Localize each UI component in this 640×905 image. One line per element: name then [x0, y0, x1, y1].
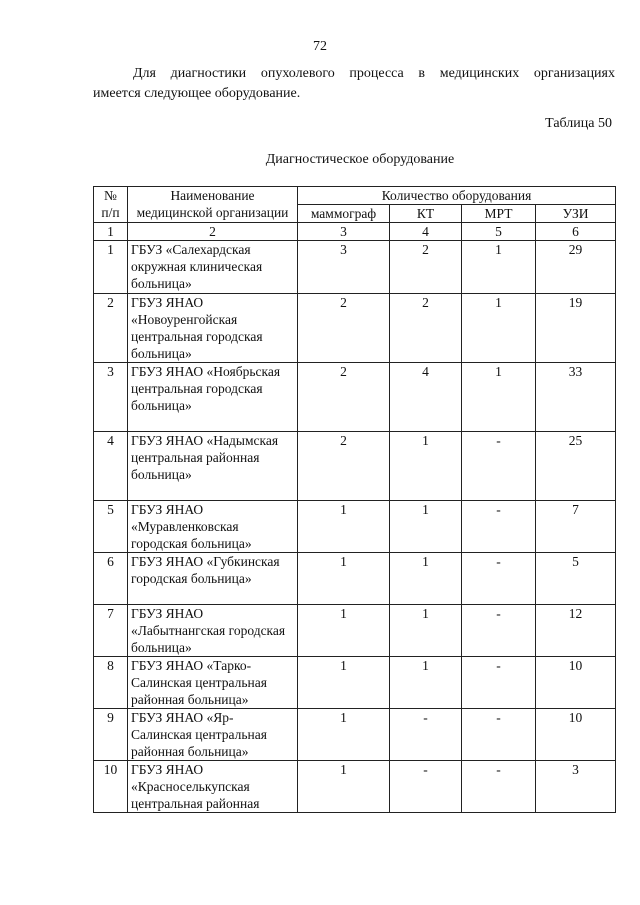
row-number: 5: [94, 501, 128, 553]
mrt-count: -: [462, 761, 536, 813]
mrt-count: 1: [462, 363, 536, 432]
table-row: [94, 432, 616, 501]
header-ct: КТ: [390, 205, 462, 223]
header-equipment-count: Количество оборудования: [298, 187, 616, 205]
index-cell: 3: [298, 223, 390, 241]
row-number: 4: [94, 432, 128, 501]
organization-name: ГБУЗ ЯНАО «Надымская центральная районная больница»: [128, 432, 298, 501]
table-row: [94, 553, 616, 605]
header-mammograph: маммограф: [298, 205, 390, 223]
uzi-count: 33: [536, 363, 616, 432]
organization-name: ГБУЗ ЯНАО «Красноселькупская центральная районная: [128, 761, 298, 813]
ct-count: 1: [390, 432, 462, 501]
row-number: 2: [94, 294, 128, 363]
table-title: Диагностическое оборудование: [265, 152, 455, 167]
organization-name: ГБУЗ ЯНАО «Ноябрьская центральная городская больница»: [128, 363, 298, 432]
intro-line-1: Для диагностики опухолевого процесса в медицинских организациях: [133, 66, 615, 81]
table-row: [94, 761, 616, 813]
row-number: 10: [94, 761, 128, 813]
uzi-count: 10: [536, 709, 616, 761]
ct-count: -: [390, 709, 462, 761]
header-uzi: УЗИ: [536, 205, 616, 223]
uzi-count: 5: [536, 553, 616, 605]
uzi-count: 19: [536, 294, 616, 363]
table-row: [94, 605, 616, 657]
table-row: [94, 241, 616, 294]
row-number: 1: [94, 241, 128, 294]
index-row: [94, 223, 616, 241]
table-row: [94, 501, 616, 553]
uzi-count: 3: [536, 761, 616, 813]
mrt-count: 1: [462, 294, 536, 363]
uzi-count: 12: [536, 605, 616, 657]
row-number: 9: [94, 709, 128, 761]
organization-name: ГБУЗ ЯНАО «Тарко-Салинская центральная районная больница»: [128, 657, 298, 709]
header-name: Наименование медицинской организации: [128, 187, 298, 223]
mrt-count: -: [462, 657, 536, 709]
mammograph-count: 1: [298, 501, 390, 553]
ct-count: -: [390, 761, 462, 813]
header-num: № п/п: [94, 187, 128, 223]
mrt-count: -: [462, 432, 536, 501]
organization-name: ГБУЗ ЯНАО «Яр-Салинская центральная районная больница»: [128, 709, 298, 761]
mammograph-count: 3: [298, 241, 390, 294]
intro-line-2: имеется следующее оборудование.: [93, 86, 301, 101]
mrt-count: -: [462, 553, 536, 605]
ct-count: 4: [390, 363, 462, 432]
table-row: [94, 363, 616, 432]
row-number: 7: [94, 605, 128, 657]
header-mrt: МРТ: [462, 205, 536, 223]
mammograph-count: 2: [298, 363, 390, 432]
table-row: [94, 657, 616, 709]
index-cell: 4: [390, 223, 462, 241]
organization-name: ГБУЗ ЯНАО «Лабытнангская городская больница»: [128, 605, 298, 657]
table-row: [94, 709, 616, 761]
mammograph-count: 1: [298, 553, 390, 605]
table-row: [94, 294, 616, 363]
uzi-count: 7: [536, 501, 616, 553]
ct-count: 1: [390, 501, 462, 553]
mammograph-count: 1: [298, 605, 390, 657]
index-cell: 1: [94, 223, 128, 241]
ct-count: 1: [390, 553, 462, 605]
row-number: 3: [94, 363, 128, 432]
table-label: Таблица 50: [545, 116, 612, 131]
mrt-count: -: [462, 605, 536, 657]
mrt-count: -: [462, 501, 536, 553]
organization-name: ГБУЗ ЯНАО «Новоуренгойская центральная городская больница»: [128, 294, 298, 363]
index-cell: 2: [128, 223, 298, 241]
mammograph-count: 1: [298, 709, 390, 761]
row-number: 8: [94, 657, 128, 709]
intro-paragraph: [93, 64, 615, 104]
uzi-count: 25: [536, 432, 616, 501]
ct-count: 1: [390, 657, 462, 709]
organization-name: ГБУЗ ЯНАО «Муравленковская городская больница»: [128, 501, 298, 553]
mammograph-count: 2: [298, 432, 390, 501]
equipment-table: [93, 186, 616, 813]
mrt-count: -: [462, 709, 536, 761]
row-number: 6: [94, 553, 128, 605]
index-cell: 6: [536, 223, 616, 241]
index-cell: 5: [462, 223, 536, 241]
uzi-count: 10: [536, 657, 616, 709]
mrt-count: 1: [462, 241, 536, 294]
uzi-count: 29: [536, 241, 616, 294]
page-number: 72: [313, 39, 327, 54]
ct-count: 2: [390, 241, 462, 294]
organization-name: ГБУЗ «Салехардская окружная клиническая больница»: [128, 241, 298, 294]
mammograph-count: 1: [298, 657, 390, 709]
organization-name: ГБУЗ ЯНАО «Губкинская городская больница»: [128, 553, 298, 605]
ct-count: 1: [390, 605, 462, 657]
ct-count: 2: [390, 294, 462, 363]
mammograph-count: 2: [298, 294, 390, 363]
mammograph-count: 1: [298, 761, 390, 813]
